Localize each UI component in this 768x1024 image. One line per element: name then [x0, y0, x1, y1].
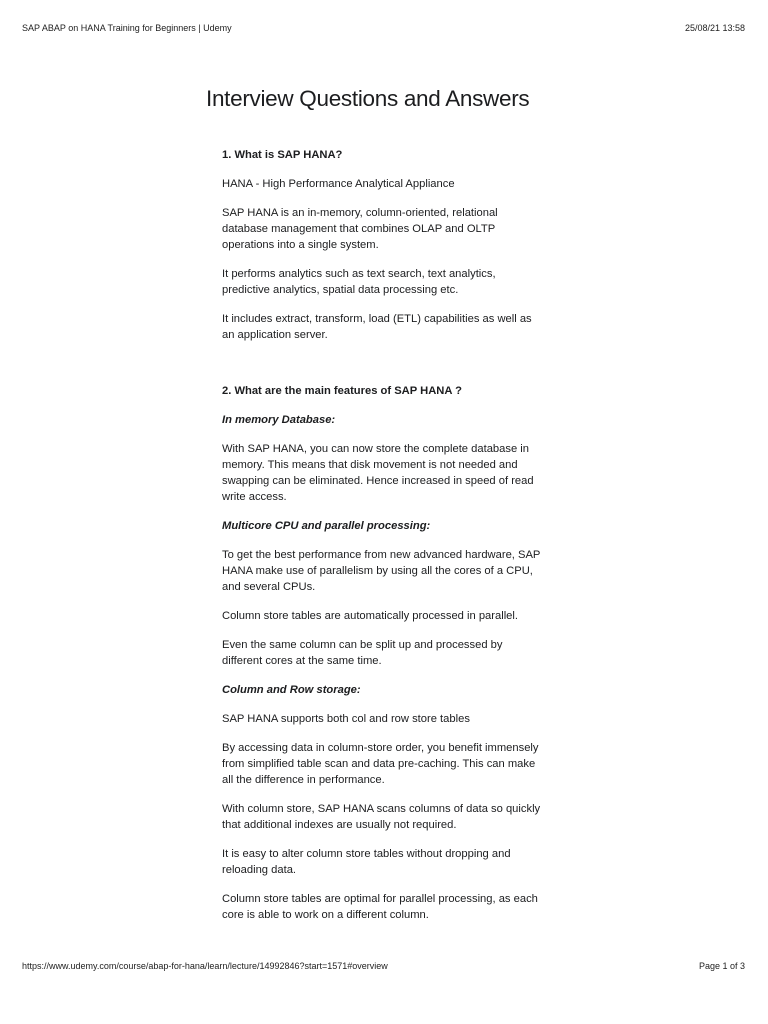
question-2-heading: 2. What are the main features of SAP HANA ? — [222, 385, 462, 397]
section-spacer — [222, 356, 542, 383]
subheading-in-memory: In memory Database: — [222, 414, 336, 426]
q1-paragraph: SAP HANA is an in-memory, column-oriented, relational database management that combines OLAP and OLTP operations into a single system. — [222, 207, 498, 251]
q1-paragraph: It performs analytics such as text search, text analytics, predictive analytics, spatial data processing etc. — [222, 268, 496, 296]
question-1-section — [222, 147, 542, 343]
q2-paragraph: SAP HANA supports both col and row store tables — [222, 713, 470, 725]
page-title: Interview Questions and Answers — [206, 86, 530, 111]
print-header-datetime: 25/08/21 13:58 — [684, 23, 745, 33]
q2-paragraph: To get the best performance from new advanced hardware, SAP HANA make use of parallelism by using all the cores of a CPU, and several CPUs. — [222, 549, 541, 593]
q2-paragraph: With SAP HANA, you can now store the complete database in memory. This means that disk movement is not needed and swapping can be eliminated. Hence increased in speed of read write access. — [222, 443, 534, 503]
q1-paragraph: HANA - High Performance Analytical Appliance — [222, 178, 455, 190]
question-1-heading: 1. What is SAP HANA? — [222, 149, 343, 161]
article-body — [222, 147, 542, 936]
q2-paragraph: Column store tables are automatically processed in parallel. — [222, 610, 518, 622]
print-footer-page-number: Page 1 of 3 — [698, 961, 745, 971]
q2-paragraph: Column store tables are optimal for parallel processing, as each core is able to work on a different column. — [222, 893, 538, 921]
question-2-section — [222, 383, 542, 923]
print-footer-url: https://www.udemy.com/course/abap-for-hana/learn/lecture/14992846?start=1571#overview — [22, 961, 388, 971]
q2-paragraph: By accessing data in column-store order, you benefit immensely from simplified table scan and data pre-caching. This can make all the difference in performance. — [222, 742, 539, 786]
q2-paragraph: It is easy to alter column store tables without dropping and reloading data. — [222, 848, 511, 876]
subheading-multicore: Multicore CPU and parallel processing: — [222, 520, 431, 532]
q1-paragraph: It includes extract, transform, load (ETL) capabilities as well as an application server. — [222, 313, 532, 341]
subheading-column-row: Column and Row storage: — [222, 684, 361, 696]
q2-paragraph: Even the same column can be split up and processed by different cores at the same time. — [222, 639, 503, 667]
print-header-title: SAP ABAP on HANA Training for Beginners | Udemy — [22, 23, 232, 33]
q2-paragraph: With column store, SAP HANA scans columns of data so quickly that additional indexes are usually not required. — [222, 803, 541, 831]
